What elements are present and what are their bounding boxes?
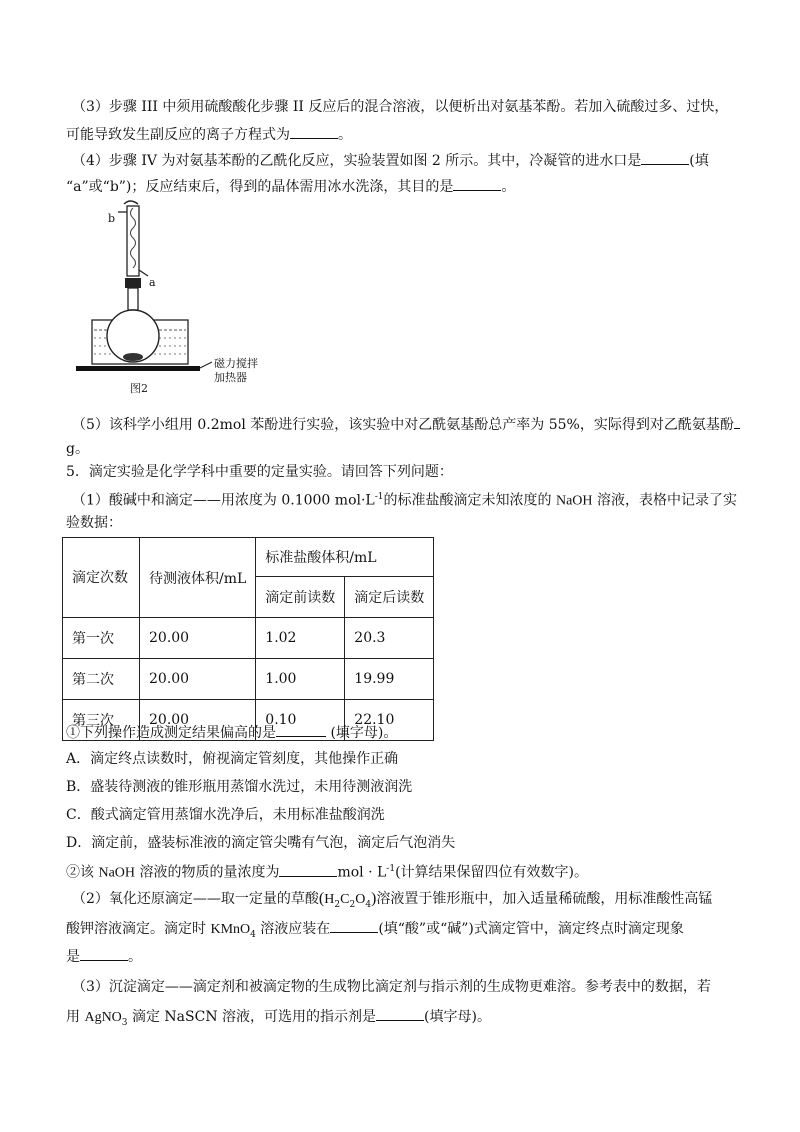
table-header: 滴定前读数 <box>256 577 345 618</box>
table-row: 第三次 20.00 0.10 22.10 <box>63 700 434 741</box>
answer-blank[interactable] <box>290 120 338 139</box>
answer-blank[interactable] <box>453 172 501 191</box>
table-row: 第二次 20.00 1.00 19.99 <box>63 659 434 700</box>
q4-line1: （4）步骤 IV 为对氨基苯酚的乙酰化反应，实验装置如图 2 所示。其中，冷凝管的进水口是 (填 <box>72 146 740 174</box>
label-a: a <box>149 276 156 289</box>
q5-part1-line2: 验数据： <box>66 515 122 531</box>
table-header: 标准盐酸体积/mL <box>256 538 434 577</box>
answer-blank[interactable] <box>641 146 689 165</box>
figure-2-apparatus <box>72 196 272 396</box>
q3-line1: （3）步骤 III 中须用硫酸酸化步骤 II 反应后的混合溶液，以便析出对氨基苯酚。若加入硫酸过多、过快， <box>72 99 729 115</box>
option-a: A．滴定终点读数时，俯视滴定管刻度，其他操作正确 <box>66 751 399 767</box>
table-header: 滴定后读数 <box>345 577 434 618</box>
q5-part3-line1: （3）沉淀滴定——滴定剂和被滴定物的生成物比滴定剂与指示剂的生成物更难溶。参考表中的数据，若 <box>72 979 711 995</box>
question-5-title: 5．滴定实验是化学学科中重要的定量实验。请回答下列问题： <box>66 464 453 480</box>
q5-part2-line3: 是 。 <box>66 942 734 970</box>
sub-question-2: ②该 NaOH 溶液的物质的量浓度为 mol · $L^{-1}$(计算结果保留四位有效数字)。 <box>66 856 734 887</box>
answer-blank[interactable] <box>330 914 378 933</box>
q5-part2-line1: （2）氧化还原滴定——取一定量的草酸$(H_2C_2O_4)$溶液置于锥形瓶中，加入适量稀硫酸，用标准酸性高锰 <box>72 890 713 910</box>
option-c: C．酸式滴定管用蒸馏水洗净后，未用标准盐酸润洗 <box>66 807 385 823</box>
label-b: b <box>108 212 116 225</box>
table-header: 滴定次数 <box>63 538 140 618</box>
titration-data-table <box>62 537 434 741</box>
table-row: 第一次 20.00 1.02 20.3 <box>63 618 434 659</box>
answer-blank[interactable] <box>734 410 740 429</box>
answer-blank[interactable] <box>279 858 337 877</box>
q5-part2-line2: 酸钾溶液滴定。滴定时 KMnO$_4$ 溶液应装在 (填“酸”或“碱”)式滴定管中，滴定终点时滴定现象 <box>66 914 734 948</box>
answer-blank[interactable] <box>276 718 326 737</box>
sub-question-1: ①下列操作造成测定结果偏高的是 (填字母)。 <box>66 718 734 746</box>
q5-part3-line2: 用 AgNO$_3$ 滴定 NaSCN 溶液，可选用的指示剂是 (填字母)。 <box>66 1002 734 1036</box>
answer-blank[interactable] <box>80 942 128 961</box>
option-d: D．滴定前，盛装标准液的滴定管尖嘴有气泡，滴定后气泡消失 <box>66 835 456 851</box>
q3-line2: 可能导致发生副反应的离子方程式为 。 <box>66 120 734 148</box>
q4-line2: “a”或“b”)；反应结束后，得到的晶体需用冰水洗涤，其目的是 。 <box>66 172 734 200</box>
answer-blank[interactable] <box>376 1002 424 1021</box>
figure-caption: 图2 <box>130 382 148 395</box>
q5-line1: （5）该科学小组用 0.2mol 苯酚进行实验，该实验中对乙酰氨基酚总产率为 55%，实际得到对乙酰氨基酚 <box>72 410 740 438</box>
q5-part1-line1: （1）酸碱中和滴定——用浓度为 0.1000 $mol\cdot L^{-1}$的标准盐酸滴定未知浓度的 NaOH 溶液，表格中记录了实 <box>72 492 737 509</box>
table-header: 待测液体积/mL <box>140 538 256 618</box>
option-b: B．盛装待测液的锥形瓶用蒸馏水洗过，未用待测液润洗 <box>66 779 413 795</box>
q5-line2: g。 <box>66 441 89 457</box>
label-stirrer: 磁力搅拌 <box>214 357 258 370</box>
label-heater: 加热器 <box>214 371 247 384</box>
